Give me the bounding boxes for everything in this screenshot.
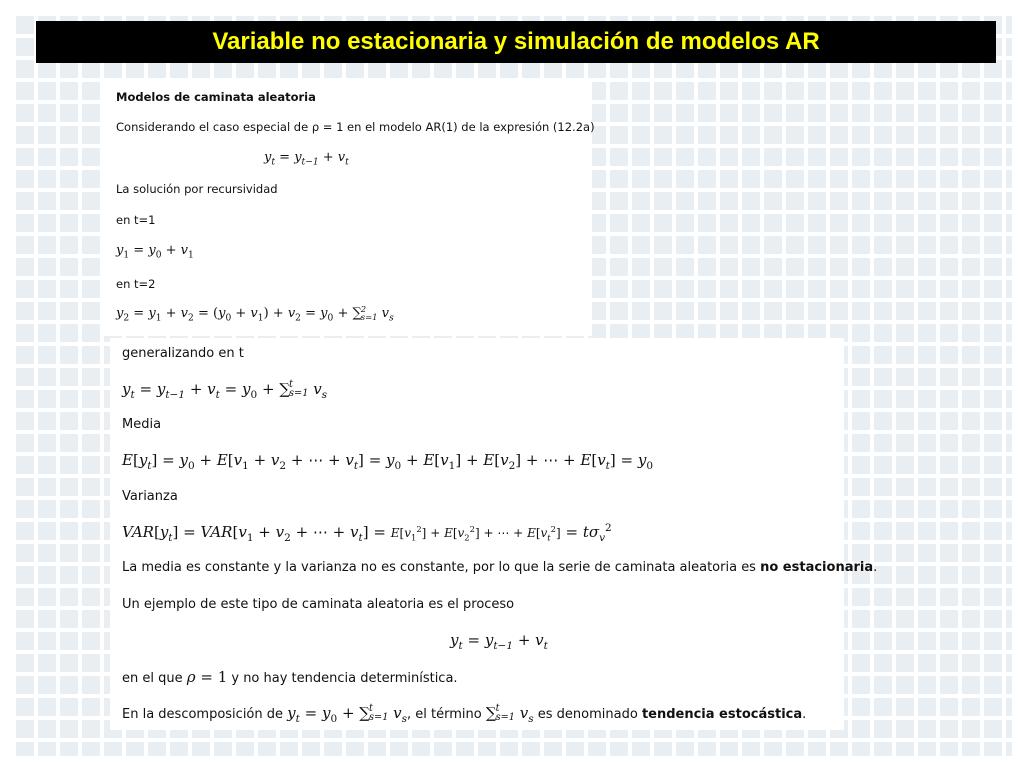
example-text: Un ejemplo de este tipo de caminata aleatoria es el proceso [122,597,515,612]
conclusion-lead: La media es constante y la varianza no es constante, por lo que la serie de caminata aleatoria es [122,560,761,575]
no-trend-text [122,668,458,686]
conclusion-keyword: no estacionaria [760,560,874,575]
equation-t1: $y_1 = y_0 + v_1$ [116,243,194,261]
media-label: Media [122,417,162,432]
varianza-label: Varianza [122,489,178,504]
equation-t2: $y_2 = y_1 + v_2 = (y_0 + v_1) + v_2 = y_0$ + ∑ 2 s=1 $v_s$ [116,304,394,324]
equation-varianza: $VAR[y_t] = VAR[v_1 + v_2$ + ⋯ + $v_t] = E[v_1^2] + E[v_2^2]$ + ⋯ + $E[v_t^2] = t\sigma_v^2$ [122,522,612,544]
equation-random-walk: $y_t = y_{t-1} + v_t$ [264,150,349,168]
equation-media: $E[y_t] = y_0 + E[v_1 + v_2$ + ⋯ + $v_t] = y_0 + E[v_1] + E[v_2]$ + ⋯ + $E[v_t] = y_0$ [122,451,654,472]
equation-general: $y_t = y_{t-1} + v_t = y_0$ + ∑ t s=1 $v_s$ [122,379,328,401]
stochastic-sum: ∑ t s=1 $v_s$ [485,703,534,725]
content-panel-bottom [110,338,878,730]
decomp-end: . [802,707,807,722]
decomp-middle: , el término [407,707,486,722]
content-panel-top [104,80,595,336]
intro-sentence: Considerando el caso especial de ρ = 1 en el modelo AR(1) de la expresión (12.2a) [116,120,595,134]
decomposition-text [122,704,806,725]
no-trend-lead: en el que [122,671,187,686]
rho-equation: ρ = 1 [186,668,228,686]
no-trend-end: y no hay tendencia determinística. [227,671,458,686]
decomp-lead: En la descomposición de [122,707,288,722]
section-heading: Modelos de caminata aleatoria [116,90,316,104]
equation-example: $y_t = y_{t-1} + v_t$ [450,631,548,652]
generalizing-text: generalizando en t [122,346,244,361]
slide-title: Variable no estacionaria y simulación de modelos AR [212,28,820,55]
t1-label: en t=1 [116,213,156,227]
t2-label: en t=2 [116,277,156,291]
decomp-after: es denominado [533,707,642,722]
conclusion-text [122,560,877,575]
decomp-keyword: tendencia estocástica [641,707,803,722]
conclusion-end: . [873,560,878,575]
decomp-equation: $y_t = y_0$ + ∑ t s=1 $v_s$ [287,703,408,725]
title-bar [36,21,996,63]
solution-text: La solución por recursividad [116,182,278,196]
intro-text [116,120,595,134]
